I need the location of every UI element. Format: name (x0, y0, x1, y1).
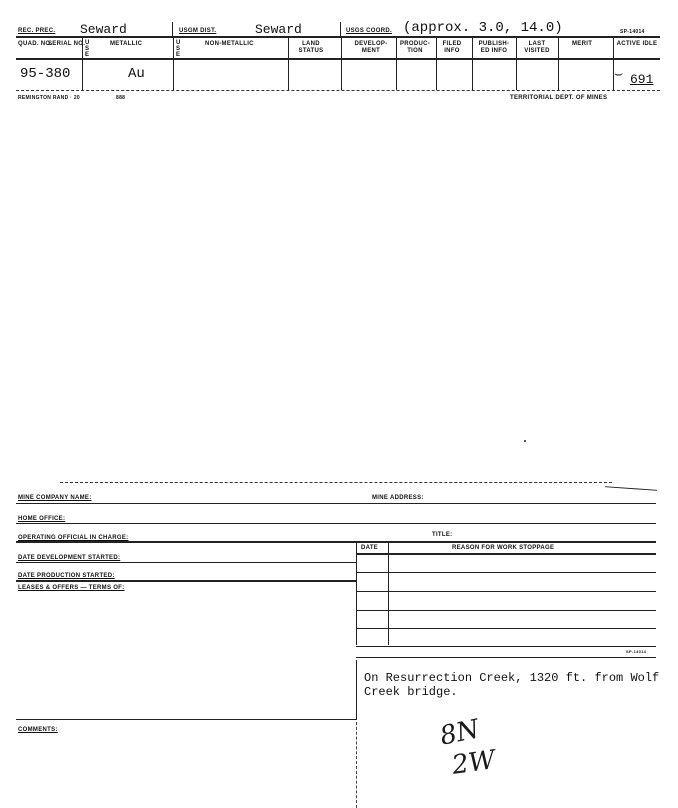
home-office-label: HOME OFFICE: (18, 516, 66, 522)
printer-credit: REMINGTON RAND · 20 (18, 95, 81, 101)
col-use-a: U S E (85, 40, 90, 58)
quad-serial-value: 95-380 (20, 66, 71, 82)
col-rule (613, 37, 614, 90)
form-number: SP-14014 (620, 29, 645, 35)
stoppage-row-rule (356, 572, 656, 573)
usgs-coord-value: (approx. 3.0, 14.0) (403, 20, 563, 36)
col-rule (341, 37, 342, 90)
col-non-metallic: NON-METALLIC (205, 41, 254, 47)
date-development-label: DATE DEVELOPMENT STARTED: (18, 555, 121, 561)
printer-code: 888 (116, 95, 126, 101)
stoppage-table-left (356, 542, 357, 645)
operating-official-rule (16, 541, 656, 543)
header-divider (172, 22, 173, 36)
col-land-status: LAND STATUS (298, 41, 324, 54)
col-rule (288, 37, 289, 90)
column-header-rule (16, 58, 660, 60)
date-production-rule (16, 580, 356, 582)
stoppage-row-rule (356, 591, 656, 592)
col-active-idle: ACTIVE IDLE (616, 41, 658, 47)
col-metallic: METALLIC (110, 41, 143, 47)
mine-company-name-label: MINE COMPANY NAME: (18, 495, 92, 501)
col-serial-no: SERIAL NO. (48, 41, 86, 47)
stoppage-row-rule (356, 628, 656, 629)
stoppage-table-divider (388, 542, 389, 645)
col-rule (516, 37, 517, 90)
col-quad-no: QUAD. NO. (18, 41, 53, 47)
card-edge-stroke (605, 486, 657, 491)
active-idle-value: 691 (630, 72, 654, 87)
header-rule (16, 36, 660, 38)
stoppage-header-rule (356, 553, 656, 555)
scan-speck (524, 440, 526, 442)
col-rule (472, 37, 473, 90)
col-rule (173, 37, 174, 90)
usgs-coord-label: USGS COORD. (346, 28, 392, 34)
col-merit: MERIT (572, 41, 593, 47)
card-edge-rule (60, 482, 612, 483)
col-rule (436, 37, 437, 90)
date-development-rule (16, 562, 356, 563)
col-filed-info: FILED INFO (442, 41, 462, 54)
leases-label: LEASES & OFFERS — TERMS OF: (18, 585, 125, 591)
comments-divider (356, 660, 357, 720)
col-rule (82, 37, 83, 90)
department-name: TERRITORIAL DEPT. OF MINES (510, 95, 608, 101)
rec-prec-label: REC. PREC. (18, 28, 56, 34)
comments-top-rule (16, 719, 356, 720)
date-column-header: DATE (361, 545, 379, 551)
col-production: PRODUC- TION (399, 41, 431, 54)
col-rule (558, 37, 559, 90)
title-label: TITLE: (432, 532, 453, 538)
record-bottom-rule (16, 90, 660, 91)
col-use-b: U S E (176, 40, 181, 58)
header-divider (340, 22, 341, 36)
col-development: DEVELOP- MENT (354, 41, 388, 54)
stoppage-row-rule (356, 610, 656, 611)
col-published-info: PUBLISH- ED INFO (478, 41, 510, 54)
mine-company-rule (16, 503, 656, 504)
stoppage-row-rule (356, 646, 656, 647)
location-line-1: On Resurrection Creek, 1320 ft. from Wolf (364, 671, 660, 685)
usgm-dist-value: Seward (255, 22, 302, 37)
comments-dash-divider (356, 722, 357, 808)
operating-official-label: OPERATING OFFICIAL IN CHARGE: (18, 535, 129, 541)
mine-address-label: MINE ADDRESS: (372, 495, 424, 501)
metallic-value: Au (128, 66, 145, 82)
home-office-rule (16, 523, 656, 524)
back-form-number: SP-14014 (626, 649, 647, 654)
handwritten-range: 2W (450, 745, 498, 781)
usgm-dist-label: USGM DIST. (179, 28, 217, 34)
rec-prec-value: Seward (80, 22, 127, 37)
date-production-label: DATE PRODUCTION STARTED: (18, 573, 115, 579)
col-rule (396, 37, 397, 90)
handwritten-township: 8N (437, 714, 482, 752)
stoppage-bottom-rule (356, 657, 656, 658)
col-last-visited: LAST VISITED (524, 41, 550, 54)
comments-label: COMMENTS: (18, 727, 58, 733)
check-mark-icon: ⌣ (614, 66, 624, 82)
reason-column-header: REASON FOR WORK STOPPAGE (452, 545, 555, 551)
location-line-2: Creek bridge. (364, 685, 458, 699)
